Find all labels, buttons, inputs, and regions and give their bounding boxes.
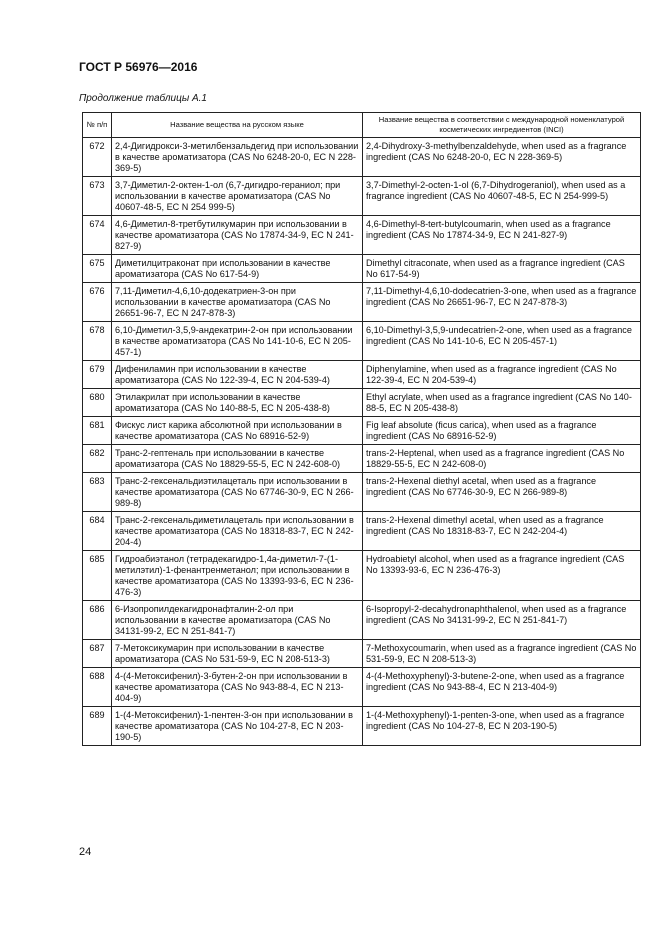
document-code: ГОСТ Р 56976—2016 (79, 60, 198, 74)
cell-inci-name: 3,7-Dimethyl-2-octen-1-ol (6,7-Dihydrogeraniol), when used as a fragrance ingredient (CAS No 40607-48-5, EC N 254-999-5) (363, 177, 641, 216)
table-row (83, 668, 641, 707)
cell-number: 679 (83, 361, 112, 389)
table-row (83, 216, 641, 255)
cell-russian-name: 7,11-Диметил-4,6,10-додекатриен-3-он при использовании в качестве ароматизатора (CAS No 26651-96-7, EC N 247-878-3) (112, 283, 363, 322)
cell-russian-name: Дифениламин при использовании в качестве ароматизатора (CAS No 122-39-4, EC N 204-539-4) (112, 361, 363, 389)
table-row (83, 322, 641, 361)
table-row (83, 707, 641, 746)
table-row (83, 512, 641, 551)
cell-number: 674 (83, 216, 112, 255)
cell-number: 678 (83, 322, 112, 361)
cell-inci-name: trans-2-Hexenal diethyl acetal, when used as a fragrance ingredient (CAS No 67746-30-9, EC N 266-989-8) (363, 473, 641, 512)
table-row (83, 361, 641, 389)
cell-inci-name: 4-(4-Methoxyphenyl)-3-butene-2-one, when used as a fragrance ingredient (CAS No 943-88-4, EC N 213-404-9) (363, 668, 641, 707)
cell-russian-name: Транс-2-гексенальдиэтилацеталь при использовании в качестве ароматизатора (CAS No 67746-30-9, EC N 266-989-8) (112, 473, 363, 512)
table-row (83, 551, 641, 601)
cell-inci-name: trans-2-Hexenal dimethyl acetal, when used as a fragrance ingredient (CAS No 18318-83-7, EC N 242-204-4) (363, 512, 641, 551)
cell-inci-name: Fig leaf absolute (ficus carica), when used as a fragrance ingredient (CAS No 68916-52-9) (363, 417, 641, 445)
substances-table (82, 112, 641, 746)
table-row (83, 177, 641, 216)
cell-number: 675 (83, 255, 112, 283)
cell-russian-name: Гидроабиэтанол (тетрадекагидро-1,4а-диметил-7-(1-метилэтил)-1-фенантренметанол; при использовании в качестве ароматизатора (CAS No 13393-93-6, EC N 236-476-3) (112, 551, 363, 601)
cell-number: 688 (83, 668, 112, 707)
table-header-row (83, 113, 641, 138)
cell-russian-name: 2,4-Дигидрокси-3-метилбензальдегид при использовании в качестве ароматизатора (CAS No 6248-20-0, EC N 228-369-5) (112, 138, 363, 177)
table-row (83, 255, 641, 283)
table-row (83, 389, 641, 417)
cell-number: 685 (83, 551, 112, 601)
table-row (83, 473, 641, 512)
cell-inci-name: Dimethyl citraconate, when used as a fragrance ingredient (CAS No 617-54-9) (363, 255, 641, 283)
table-caption: Продолжение таблицы А.1 (79, 93, 207, 104)
column-header-inci-name: Название вещества в соответствии с международной номенклатурой косметических ингредиентов (INCI) (363, 113, 641, 138)
cell-number: 681 (83, 417, 112, 445)
cell-russian-name: Диметилцитраконат при использовании в качестве ароматизатора (CAS No 617-54-9) (112, 255, 363, 283)
cell-russian-name: Транс-2-гептеналь при использовании в качестве ароматизатора (CAS No 18829-55-5, EC N 242-608-0) (112, 445, 363, 473)
cell-inci-name: 7-Methoxycoumarin, when used as a fragrance ingredient (CAS No 531-59-9, EC N 208-513-3) (363, 640, 641, 668)
cell-inci-name: 6-Isopropyl-2-decahydronaphthalenol, when used as a fragrance ingredient (CAS No 34131-99-2, EC N 251-841-7) (363, 601, 641, 640)
cell-inci-name: trans-2-Heptenal, when used as a fragrance ingredient (CAS No 18829-55-5, EC N 242-608-0) (363, 445, 641, 473)
cell-russian-name: 4,6-Диметил-8-третбутилкумарин при использовании в качестве ароматизатора (CAS No 17874-34-9, EC N 241-827-9) (112, 216, 363, 255)
column-header-number: № п/п (83, 113, 112, 138)
cell-russian-name: Этилакрилат при использовании в качестве ароматизатора (CAS No 140-88-5, EC N 205-438-8) (112, 389, 363, 417)
cell-number: 687 (83, 640, 112, 668)
cell-inci-name: 1-(4-Methoxyphenyl)-1-penten-3-one, when used as a fragrance ingredient (CAS No 104-27-8, EC N 203-190-5) (363, 707, 641, 746)
cell-inci-name: 6,10-Dimethyl-3,5,9-undecatrien-2-one, when used as a fragrance ingredient (CAS No 141-10-6, EC N 205-457-1) (363, 322, 641, 361)
cell-number: 689 (83, 707, 112, 746)
cell-inci-name: 7,11-Dimethyl-4,6,10-dodecatrien-3-one, when used as a fragrance ingredient (CAS No 26651-96-7, EC N 247-878-3) (363, 283, 641, 322)
cell-number: 672 (83, 138, 112, 177)
column-header-russian-name: Название вещества на русском языке (112, 113, 363, 138)
cell-russian-name: 3,7-Диметил-2-октен-1-ол (6,7-дигидро-гераниол; при использовании в качестве ароматизатора (CAS No 40607-48-5, EC N 254 999-5) (112, 177, 363, 216)
cell-russian-name: Транс-2-гексенальдиметилацеталь при использовании в качестве ароматизатора (CAS No 18318-83-7, EC N 242-204-4) (112, 512, 363, 551)
cell-number: 676 (83, 283, 112, 322)
cell-inci-name: Ethyl acrylate, when used as a fragrance ingredient (CAS No 140-88-5, EC N 205-438-8) (363, 389, 641, 417)
cell-russian-name: 6-Изопропилдекагидронафталин-2-ол при использовании в качестве ароматизатора (CAS No 34131-99-2, EC N 251-841-7) (112, 601, 363, 640)
cell-russian-name: 4-(4-Метоксифенил)-3-бутен-2-он при использовании в качестве ароматизатора (CAS No 943-88-4, EC N 213-404-9) (112, 668, 363, 707)
cell-number: 686 (83, 601, 112, 640)
cell-number: 682 (83, 445, 112, 473)
cell-russian-name: Фискус лист карика абсолютной при использовании в качестве ароматизатора (CAS No 68916-52-9) (112, 417, 363, 445)
cell-russian-name: 6,10-Диметил-3,5,9-андекатрин-2-он при использовании в качестве ароматизатора (CAS No 141-10-6, EC N 205-457-1) (112, 322, 363, 361)
cell-inci-name: Hydroabietyl alcohol, when used as a fragrance ingredient (CAS No 13393-93-6, EC N 236-476-3) (363, 551, 641, 601)
cell-number: 683 (83, 473, 112, 512)
table-row (83, 601, 641, 640)
cell-number: 684 (83, 512, 112, 551)
table-row (83, 640, 641, 668)
cell-inci-name: 4,6-Dimethyl-8-tert-butylcoumarin, when used as a fragrance ingredient (CAS No 17874-34-9, EC N 241-827-9) (363, 216, 641, 255)
cell-number: 673 (83, 177, 112, 216)
cell-inci-name: 2,4-Dihydroxy-3-methylbenzaldehyde, when used as a fragrance ingredient (CAS No 6248-20-0, EC N 228-369-5) (363, 138, 641, 177)
table-row (83, 417, 641, 445)
table-row (83, 138, 641, 177)
table-row (83, 283, 641, 322)
cell-inci-name: Diphenylamine, when used as a fragrance ingredient (CAS No 122-39-4, EC N 204-539-4) (363, 361, 641, 389)
cell-number: 680 (83, 389, 112, 417)
page-number: 24 (79, 846, 92, 858)
cell-russian-name: 1-(4-Метоксифенил)-1-пентен-3-он при использовании в качестве ароматизатора (CAS No 104-27-8, EC N 203-190-5) (112, 707, 363, 746)
cell-russian-name: 7-Метоксикумарин при использовании в качестве ароматизатора (CAS No 531-59-9, EC N 208-513-3) (112, 640, 363, 668)
table-row (83, 445, 641, 473)
